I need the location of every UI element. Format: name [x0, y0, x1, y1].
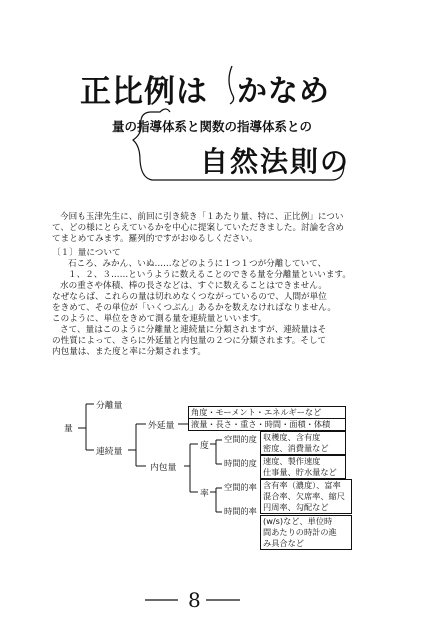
- ratio-temporal-box: [260, 515, 352, 550]
- extensive-box: [188, 406, 346, 431]
- section-heading: 〔１〕量について: [52, 248, 121, 258]
- node-extensive: 外延量: [148, 421, 175, 431]
- node-degree-spatial: 空間的度: [224, 434, 257, 444]
- headline-kaname: かなめ: [237, 74, 330, 109]
- headline-main: 正比例は: [80, 74, 208, 110]
- node-ratio-temporal: 時間的率: [224, 506, 257, 516]
- intro-line: てまとめてみます。羅列的ですがおゆるしください。: [52, 234, 258, 244]
- intro-line: て、どの様にとらえているかを中心に提案していただきました。討論を含め: [52, 223, 345, 233]
- extensive-box-line: 液量・長さ・重さ・時間・面積・体積: [189, 418, 345, 430]
- degree-spatial-box: [260, 431, 346, 455]
- ratio-spatial-box-line: 円周率、勾配など: [263, 502, 329, 512]
- node-intensive: 内包量: [150, 463, 177, 473]
- paragraph-line: の性質によって、さらに外延量と内包量の２つに分類されます。そして: [52, 336, 327, 346]
- degree-spatial-box-line: 収穫度、含有度: [263, 432, 321, 442]
- ratio-spatial-box-line: 混合率、欠席率、縮尺: [263, 491, 345, 501]
- degree-temporal-box-line: 仕事量、貯水量など: [263, 467, 337, 477]
- paragraph-line: １、２、３……というように数えることのできる量を分離量といいます。: [68, 270, 351, 280]
- ratio-spatial-box: [260, 479, 352, 514]
- paragraph-line: なぜならば、これらの量は切れめなくつながっているので、人間が単位: [52, 292, 327, 302]
- node-quantity: 量: [64, 424, 73, 434]
- headline-big: 自然法則の: [200, 145, 351, 178]
- ratio-spatial-box-line: 含有率（濃度）、富率: [263, 480, 341, 490]
- paragraph-line: さて、量はこのように分離量と連続量に分類されますが、連続量はそ: [60, 325, 327, 335]
- paragraph-line: 石ころ、みかん、いぬ……などのように１つ１つが分離していて、: [68, 259, 327, 269]
- paragraph-line: このように、単位をきめて測る量を連続量といいます。: [52, 314, 267, 324]
- intro-line: 今回も玉津先生に、前回に引き続き「１あたり量、特に、正比例」につい: [60, 212, 344, 222]
- headline-subtitle: 量の指導体系と関数の指導体系との: [112, 119, 313, 134]
- node-degree-temporal: 時間的度: [224, 458, 257, 468]
- ratio-temporal-box-line: (w/s)など、単位時: [263, 516, 333, 526]
- node-continuous: 連続量: [96, 447, 123, 457]
- node-ratio-spatial: 空間的率: [224, 482, 257, 492]
- paragraph-line: 水の重さや体積、棒の長さなどは、すぐに数えることはできません。: [60, 281, 327, 291]
- node-degree: 度: [200, 441, 209, 451]
- degree-spatial-box-line: 密度、消費量など: [263, 443, 329, 453]
- page-number: 8: [188, 588, 201, 612]
- paragraph-line: 内包量は、また度と率に分類されます。: [52, 347, 207, 357]
- ratio-temporal-box-line: み具合など: [263, 538, 304, 548]
- paragraph-line: をきめて、その単位が「いくつぶん」あるかを数えなければなりません。: [52, 303, 336, 313]
- degree-temporal-box-line: 速度、製作速度: [263, 456, 321, 466]
- node-ratio: 率: [200, 489, 209, 499]
- ratio-temporal-box-line: 間あたりの時計の進: [263, 527, 337, 537]
- degree-temporal-box: [260, 455, 346, 479]
- node-discrete: 分離量: [96, 401, 123, 411]
- extensive-box-line: 角度・モーメント・エネルギーなど: [191, 407, 322, 417]
